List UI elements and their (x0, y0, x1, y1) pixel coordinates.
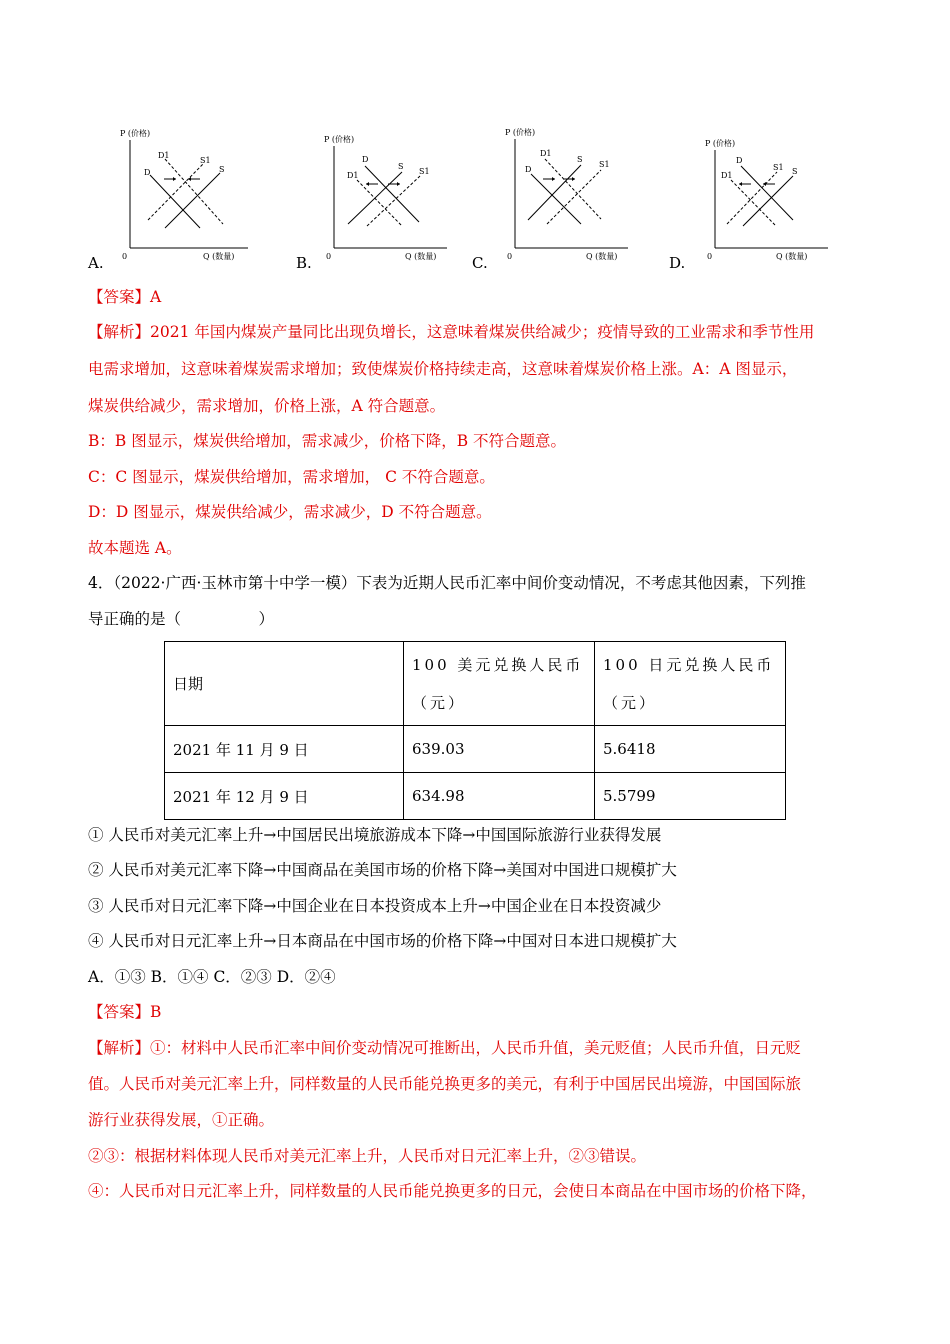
q4-statement: ③ 人民币对日元汇率下降→中国企业在日本投资成本上升→中国企业在日本投资减少 (88, 897, 662, 915)
svg-text:S: S (577, 155, 583, 164)
graph-d (703, 138, 843, 268)
q3-analysis-line: 【解析】2021 年国内煤炭产量同比出现负增长，这意味着煤炭供给减少；疫情导致的工业需求和季节性用 (88, 323, 815, 341)
svg-text:S: S (792, 167, 798, 176)
table-header-row (165, 642, 786, 726)
q4-analysis-line: 【解析】①：材料中人民币汇率中间价变动情况可推断出，人民币升值，美元贬值；人民币升值，日元贬 (88, 1039, 802, 1057)
svg-text:Q (数量): Q (数量) (203, 252, 235, 261)
svg-text:0: 0 (326, 252, 332, 261)
supply-demand-graph-b (322, 134, 462, 264)
svg-text:Q (数量): Q (数量) (405, 252, 437, 261)
svg-text:P (价格): P (价格) (324, 135, 355, 144)
cell-jpy: 5.6418 (595, 726, 786, 773)
svg-text:S1: S1 (773, 163, 784, 172)
q4-stem: 4．（2022·广西·玉林市第十中学一模）下表为近期人民币汇率中间价变动情况，不考虑其他因素，下列推 (88, 574, 806, 592)
svg-text:P (价格): P (价格) (505, 128, 536, 137)
q4-statement: ④ 人民币对日元汇率上升→日本商品在中国市场的价格下降→中国对日本进口规模扩大 (88, 932, 677, 950)
svg-text:D: D (736, 156, 743, 165)
graph-b (322, 134, 462, 268)
svg-text:S1: S1 (419, 167, 430, 176)
option-b-label: B. (296, 254, 312, 272)
q3-analysis-line: 煤炭供给减少，需求增加，价格上涨，A 符合题意。 (88, 397, 446, 415)
svg-text:D1: D1 (347, 171, 359, 180)
cell-usd: 634.98 (404, 773, 595, 820)
q4-answer: 【答案】B (88, 1003, 162, 1021)
graph-c (503, 127, 643, 267)
svg-text:S: S (398, 162, 404, 171)
p-axis-label: P (价格) (120, 129, 151, 138)
q4-analysis-line: ②③：根据材料体现人民币对美元汇率上升，人民币对日元汇率上升，②③错误。 (88, 1147, 647, 1165)
supply-demand-graph-d (703, 138, 843, 264)
svg-text:D1: D1 (721, 171, 733, 180)
graph-a (118, 128, 258, 267)
q3-analysis-line: 电需求增加，这意味着煤炭需求增加；致使煤炭价格持续走高，这意味着煤炭价格上涨。A：A 图显示， (88, 360, 798, 378)
cell-jpy: 5.5799 (595, 773, 786, 820)
svg-text:D1: D1 (158, 151, 170, 160)
q4-analysis-line: 值。人民币对美元汇率上升，同样数量的人民币能兑换更多的美元，有利于中国居民出境游，中国国际旅 (88, 1075, 802, 1093)
svg-text:S1: S1 (599, 160, 610, 169)
q3-answer: 【答案】A (88, 288, 162, 306)
q4-statement: ② 人民币对美元汇率下降→中国商品在美国市场的价格下降→美国对中国进口规模扩大 (88, 861, 677, 879)
q4-analysis-line: 游行业获得发展，①正确。 (88, 1111, 275, 1129)
svg-text:D: D (525, 165, 532, 174)
svg-text:0: 0 (707, 252, 713, 261)
cell-usd: 639.03 (404, 726, 595, 773)
option-a-label: A. (88, 254, 104, 272)
option-d-label: D. (669, 254, 686, 272)
svg-text:0: 0 (507, 252, 513, 261)
svg-text:P (价格): P (价格) (705, 139, 736, 148)
svg-text:D: D (362, 155, 369, 164)
q4-options: A．①③ B．①④ C．②③ D．②④ (88, 968, 336, 986)
svg-text:D1: D1 (540, 149, 552, 158)
supply-demand-graph-a (118, 128, 258, 263)
supply-demand-graph-c (503, 127, 643, 263)
svg-text:S1: S1 (200, 156, 211, 165)
q3-analysis-line: B：B 图显示，煤炭供给增加，需求减少，价格下降，B 不符合题意。 (88, 432, 567, 450)
q3-analysis-line: D：D 图显示，煤炭供给减少，需求减少，D 不符合题意。 (88, 503, 492, 521)
header-jpy: 100 日元兑换人民币（元） (595, 642, 786, 726)
header-usd: 100 美元兑换人民币（元） (404, 642, 595, 726)
svg-text:D: D (144, 168, 151, 177)
option-c-label: C. (472, 254, 488, 272)
q3-conclusion: 故本题选 A。 (88, 539, 182, 557)
table-row (165, 726, 786, 773)
q4-analysis-line: ④：人民币对日元汇率上升，同样数量的人民币能兑换更多的日元，会使日本商品在中国市场的价格下降， (88, 1182, 817, 1200)
exchange-rate-table (164, 641, 786, 820)
cell-date: 2021 年 11 月 9 日 (165, 726, 404, 773)
header-date: 日期 (165, 642, 404, 726)
svg-text:0: 0 (122, 252, 128, 261)
q4-statement: ① 人民币对美元汇率上升→中国居民出境旅游成本下降→中国国际旅游行业获得发展 (88, 826, 662, 844)
cell-date: 2021 年 12 月 9 日 (165, 773, 404, 820)
svg-text:S: S (219, 165, 225, 174)
q3-analysis-line: C：C 图显示，煤炭供给增加，需求增加， C 不符合题意。 (88, 468, 495, 486)
svg-text:Q (数量): Q (数量) (776, 252, 808, 261)
q4-stem-cont: 导正确的是（ ） (88, 610, 275, 628)
table-row (165, 773, 786, 820)
svg-text:Q (数量): Q (数量) (586, 252, 618, 261)
